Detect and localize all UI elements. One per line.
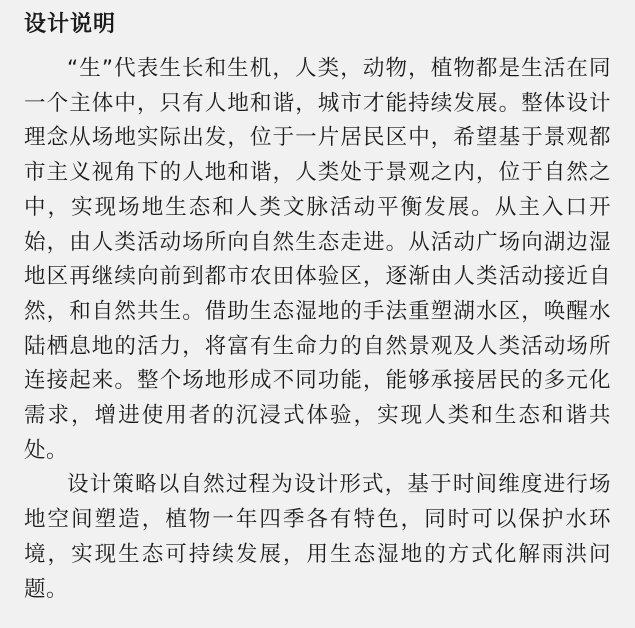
paragraph-design-concept: “生”代表生长和生机，人类，动物，植物都是生活在同一个主体中，只有人地和谐，城市才能持续发展。整体设计理念从场地实际出发，位于一片居民区中，希望基于景观都市主义视角下的人地和谐，人类处于景观之内，位于自然之中，实现场地生态和人类文脉活动平衡发展。从主入口开始，由人类活动场所向自然生态走进。从活动广场向湖边湿地区再继续向前到都市农田体验区，逐渐由人类活动接近自然，和自然共生。借助生态湿地的手法重塑湖水区，唤醒水陆栖息地的活力，将富有生命力的自然景观及人类活动场所连接起来。整个场地形成不同功能，能够承接居民的多元化需求，增进使用者的沉浸式体验，实现人类和生态和谐共处。 — [24, 56, 611, 463]
paragraph-design-strategy: 设计策略以自然过程为设计形式，基于时间维度进行场地空间塑造，植物一年四季各有特色，同时可以保护水环境，实现生态可持续发展，用生态湿地的方式化解雨洪问题。 — [24, 472, 611, 602]
document-title: 设计说明 — [24, 12, 117, 37]
